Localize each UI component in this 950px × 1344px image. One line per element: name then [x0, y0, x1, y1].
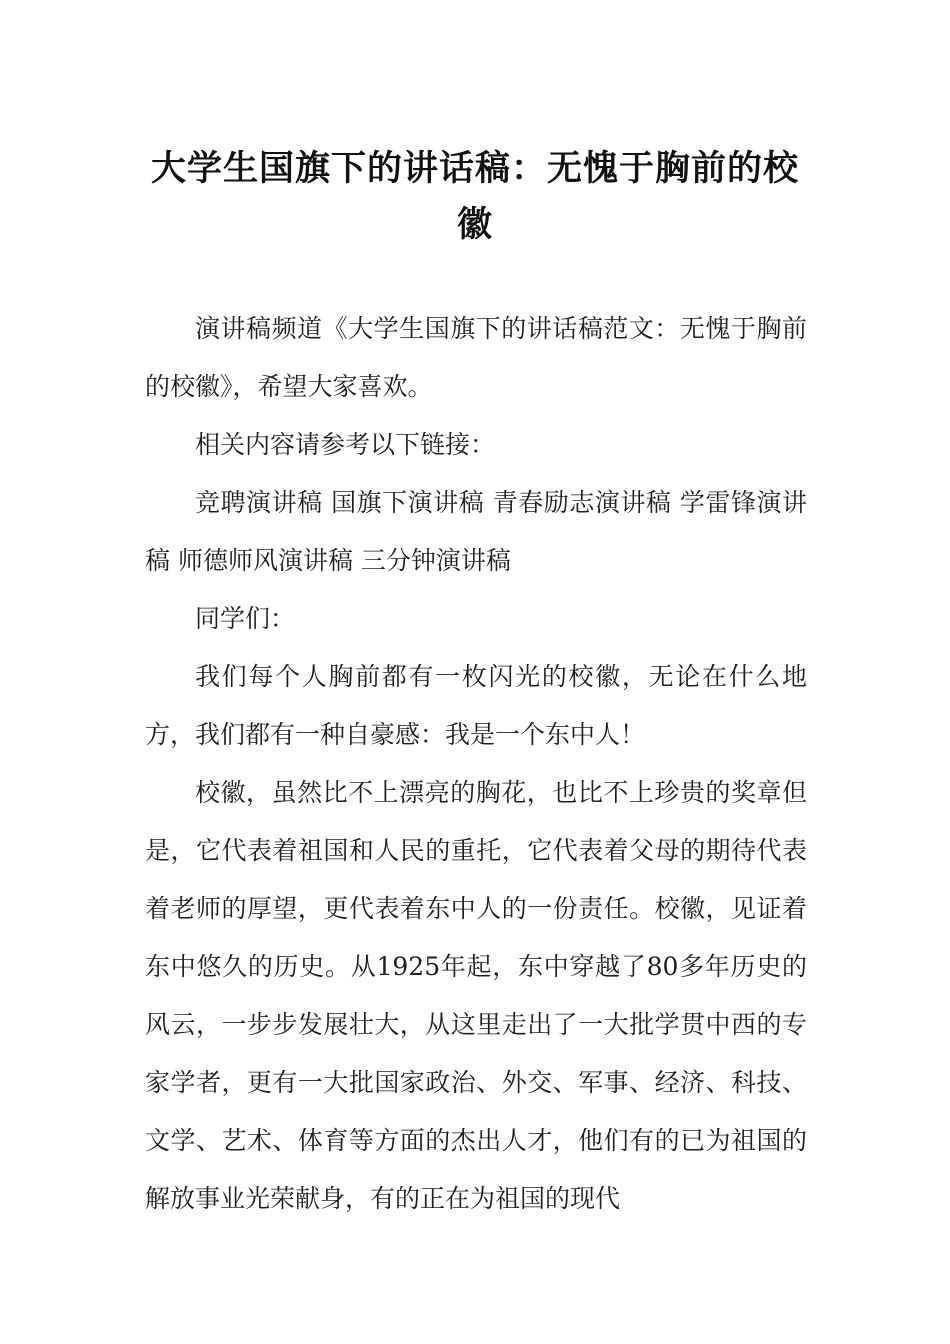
related-links-list: 竞聘演讲稿 国旗下演讲稿 青春励志演讲稿 学雷锋演讲稿 师德师风演讲稿 三分钟演讲稿 [145, 488, 807, 575]
salutation: 同学们： [195, 604, 296, 633]
related-links-label: 相关内容请参考以下链接： [195, 430, 496, 459]
page-title: 大学生国旗下的讲话稿：无愧于胸前的校徽 [150, 149, 799, 246]
body-paragraph-2: 校徽，虽然比不上漂亮的胸花，也比不上珍贵的奖章但是，它代表着祖国和人民的重托，它代表着父母的期待代表着老师的厚望，更代表着东中人的一份责任。校徽，见证着东中悠久的历史。从1925年起，东中穿越了80多年历史的风云，一步步发展壮大，从这里走出了一大批学贯中西的专家学者，更有一大批国家政治、外交、军事、经济、科技、文学、艺术、体育等方面的杰出人才，他们有的已为祖国的解放事业光荣献身，有的正在为祖国的现代 [145, 778, 807, 1213]
body-paragraph-1: 我们每个人胸前都有一枚闪光的校徽，无论在什么地方，我们都有一种自豪感：我是一个东中人！ [145, 662, 807, 749]
intro-paragraph: 演讲稿频道《大学生国旗下的讲话稿范文：无愧于胸前的校徽》，希望大家喜欢。 [145, 314, 807, 401]
document-body [145, 300, 807, 1228]
